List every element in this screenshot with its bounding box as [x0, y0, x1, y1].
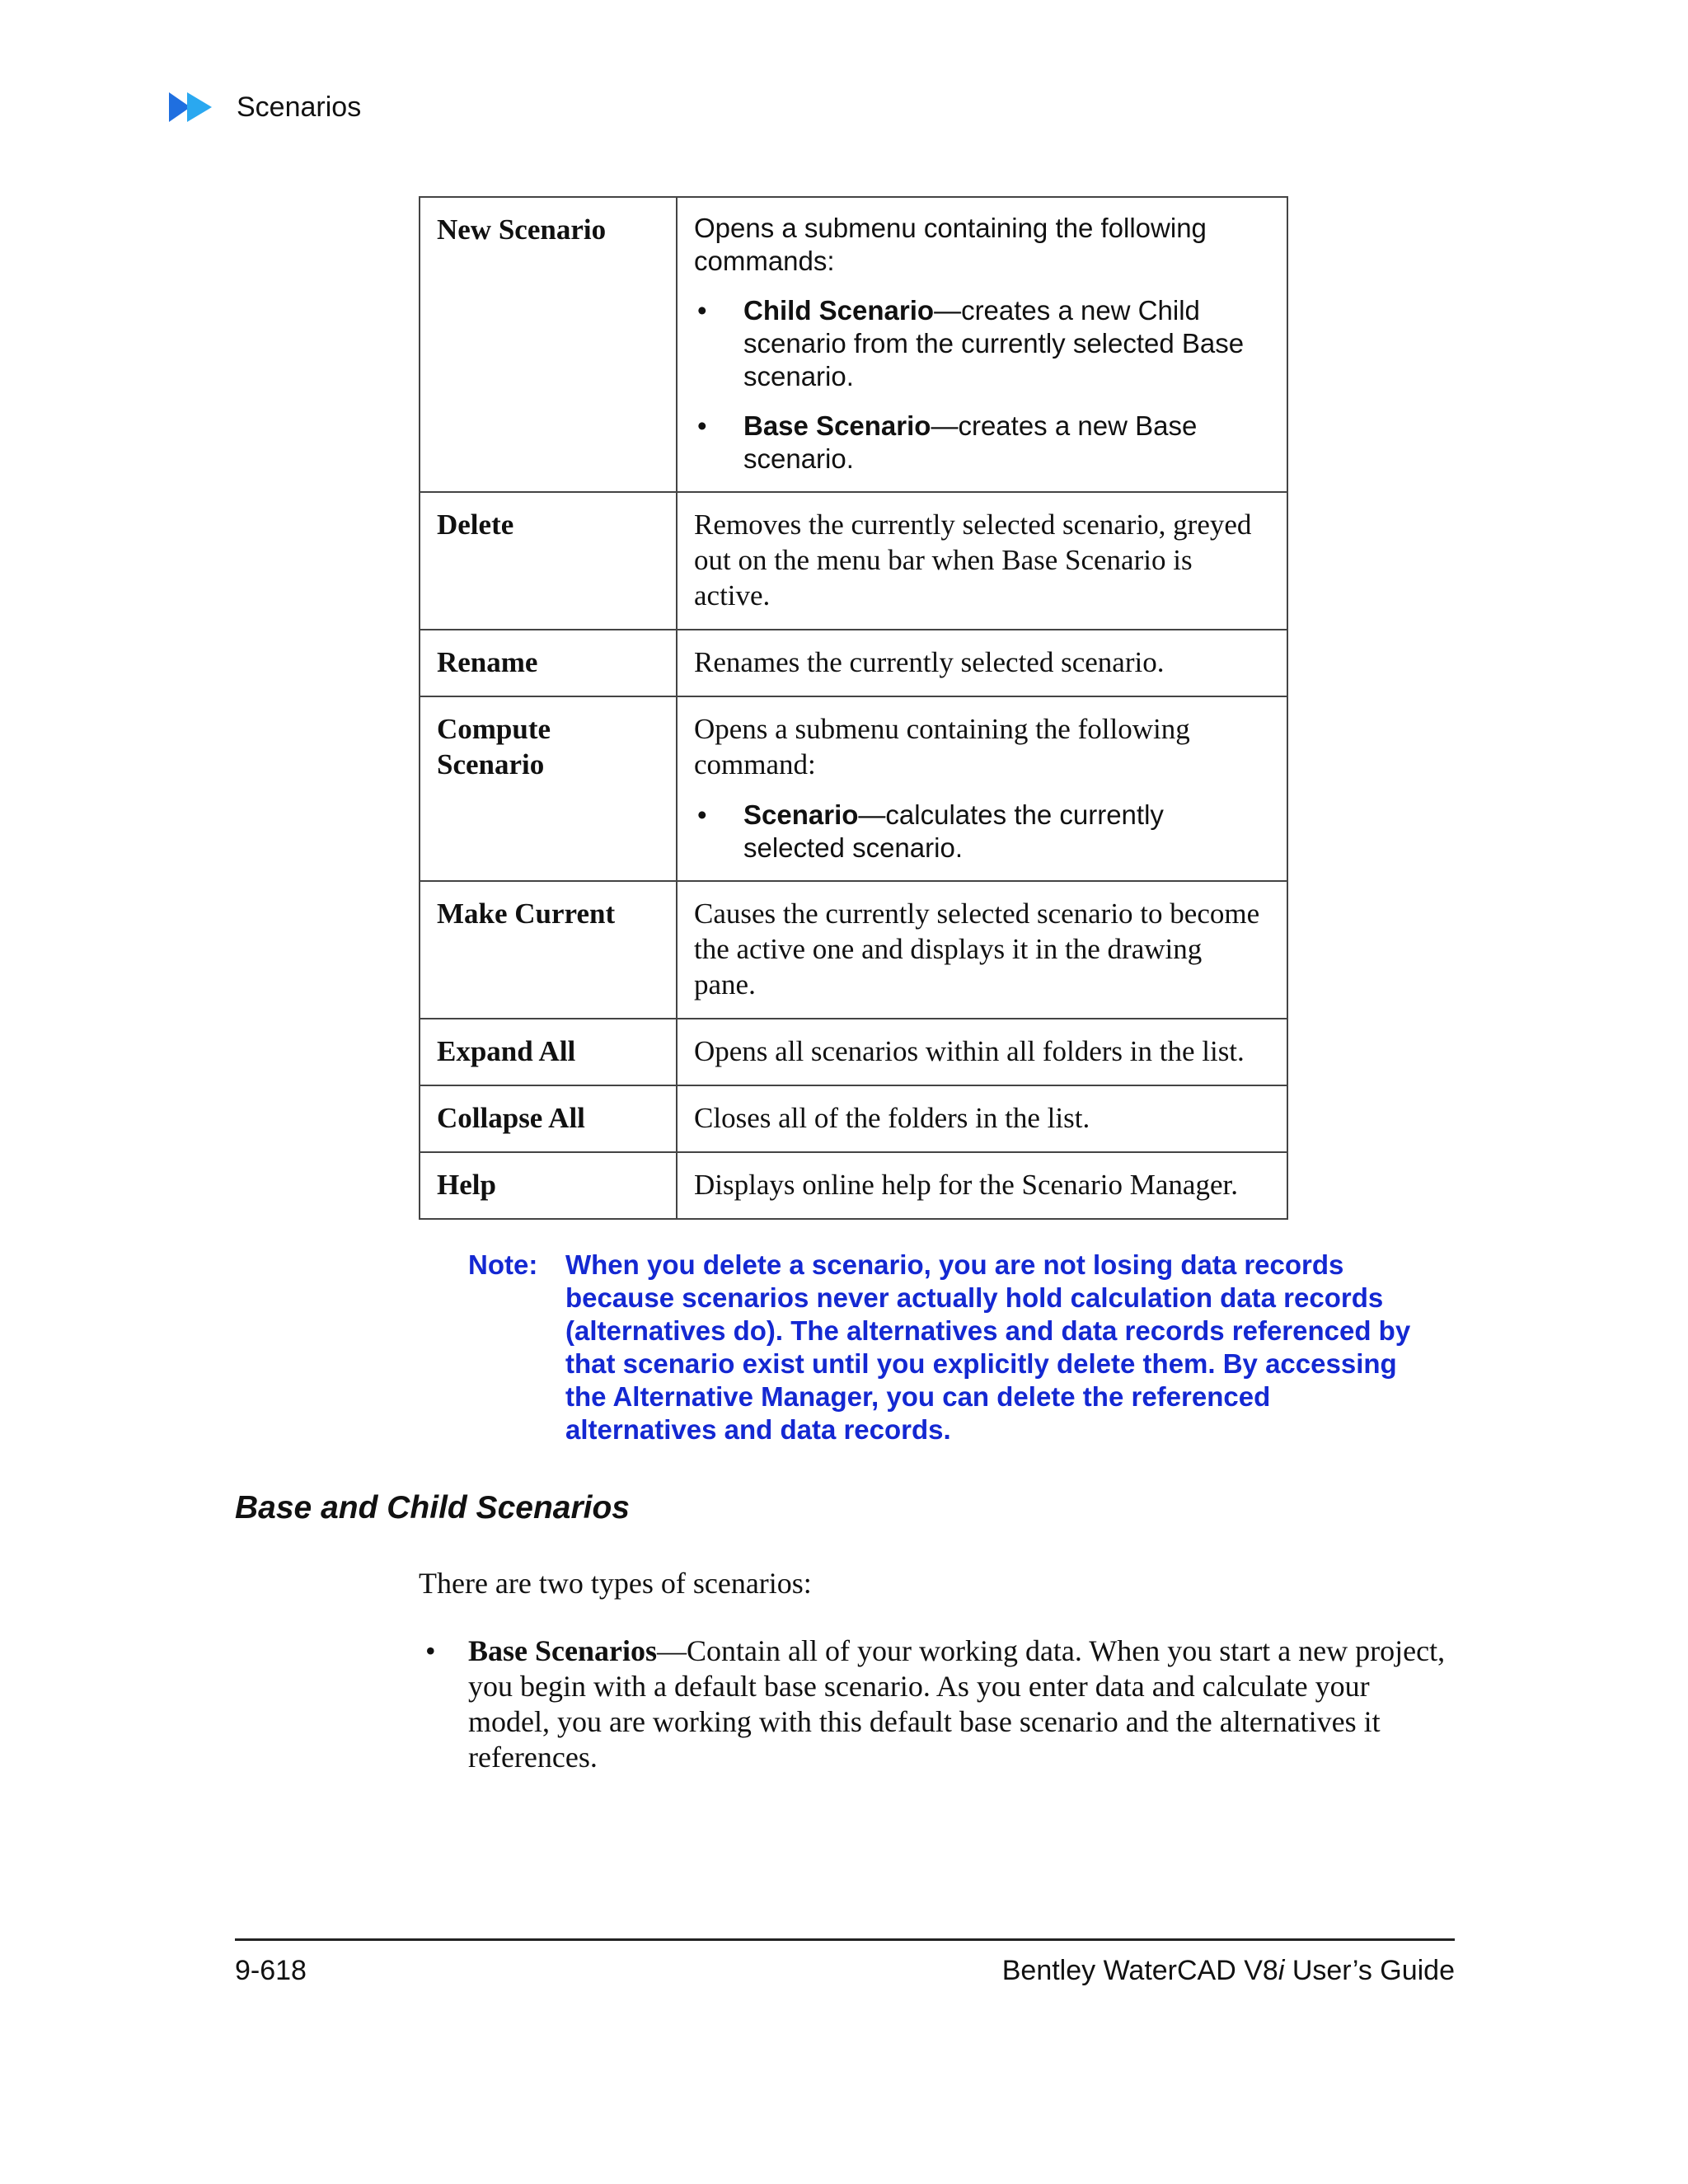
- command-name: Collapse All: [420, 1085, 677, 1152]
- command-row: [420, 881, 1287, 1019]
- command-name: Delete: [420, 492, 677, 630]
- scenario-type-item: [419, 1633, 1457, 1775]
- section-intro: There are two types of scenarios:: [419, 1567, 812, 1600]
- page-number: 9-618: [235, 1955, 307, 1986]
- command-name: Compute Scenario: [420, 696, 677, 881]
- header-title: Scenarios: [237, 91, 362, 123]
- command-description: [677, 1085, 1287, 1152]
- command-intro: Opens all scenarios within all folders in the list.: [694, 1035, 1245, 1067]
- command-intro: Displays online help for the Scenario Manager.: [694, 1169, 1238, 1201]
- command-intro: Removes the currently selected scenario, greyed out on the menu bar when Base Scenario is active.: [694, 509, 1252, 612]
- guide-title: [1002, 1955, 1455, 1987]
- scenario-type-text: —Contain all of your working data. When you start a new project, you begin with a default base scenario. As you enter data and calculate your model, you are working with this default base scenario and the alternatives it references.: [468, 1634, 1446, 1774]
- command-name: New Scenario: [420, 197, 677, 492]
- page-header: [169, 89, 361, 125]
- submenu-list: [694, 294, 1270, 476]
- command-name: Help: [420, 1152, 677, 1219]
- commands-table: [419, 196, 1288, 1220]
- scenario-types-list: [419, 1633, 1457, 1775]
- submenu-item-term: Base Scenario: [743, 410, 931, 441]
- submenu-item-term: Scenario: [743, 799, 859, 830]
- section-heading: Base and Child Scenarios: [235, 1490, 630, 1526]
- command-description: [677, 197, 1287, 492]
- command-row: [420, 696, 1287, 881]
- command-description: [677, 881, 1287, 1019]
- command-row: [420, 1085, 1287, 1152]
- command-description: [677, 630, 1287, 696]
- submenu-item: [694, 410, 1270, 476]
- note-text: When you delete a scenario, you are not losing data records because scenarios never actually hold calculation data records (alternatives do). The alternatives and data records referenced by that scenario exist until you explicitly delete them. By accessing the Alternative Manager, you can delete the referenced alternatives and data records.: [565, 1249, 1411, 1445]
- command-description: [677, 696, 1287, 881]
- command-name: Rename: [420, 630, 677, 696]
- command-row: [420, 492, 1287, 630]
- footer-rule: [235, 1938, 1455, 1941]
- command-description: [677, 1019, 1287, 1085]
- guide-title-suffix: User’s Guide: [1284, 1955, 1455, 1986]
- command-name: Expand All: [420, 1019, 677, 1085]
- guide-title-prefix: Bentley WaterCAD V8: [1001, 1955, 1278, 1986]
- command-row: [420, 197, 1287, 492]
- command-row: [420, 1019, 1287, 1085]
- submenu-item-text: —creates a new Base scenario.: [743, 410, 1198, 474]
- command-intro: Opens a submenu containing the following command:: [694, 713, 1190, 780]
- submenu-item: [694, 799, 1270, 865]
- scenario-type-term: Base Scenarios: [468, 1634, 657, 1667]
- command-row: [420, 1152, 1287, 1219]
- command-name: Make Current: [420, 881, 677, 1019]
- command-row: [420, 630, 1287, 696]
- submenu-item-text: —creates a new Child scenario from the currently selected Base scenario.: [743, 295, 1245, 391]
- submenu-item: [694, 294, 1270, 393]
- submenu-item-term: Child Scenario: [743, 295, 935, 326]
- submenu-item-text: —calculates the currently selected scenario.: [743, 799, 1164, 863]
- note-label: Note:: [468, 1249, 538, 1280]
- submenu-list: [694, 799, 1270, 865]
- note-block: [468, 1249, 1424, 1446]
- command-intro: Renames the currently selected scenario.: [694, 646, 1165, 678]
- guide-title-italic: i: [1278, 1955, 1285, 1986]
- command-description: [677, 1152, 1287, 1219]
- command-intro: Opens a submenu containing the following commands:: [694, 213, 1207, 276]
- command-intro: Closes all of the folders in the list.: [694, 1102, 1090, 1134]
- command-description: [677, 492, 1287, 630]
- double-arrow-right-icon: [169, 89, 220, 125]
- command-intro: Causes the currently selected scenario to become the active one and displays it in the drawing pane.: [694, 898, 1260, 1001]
